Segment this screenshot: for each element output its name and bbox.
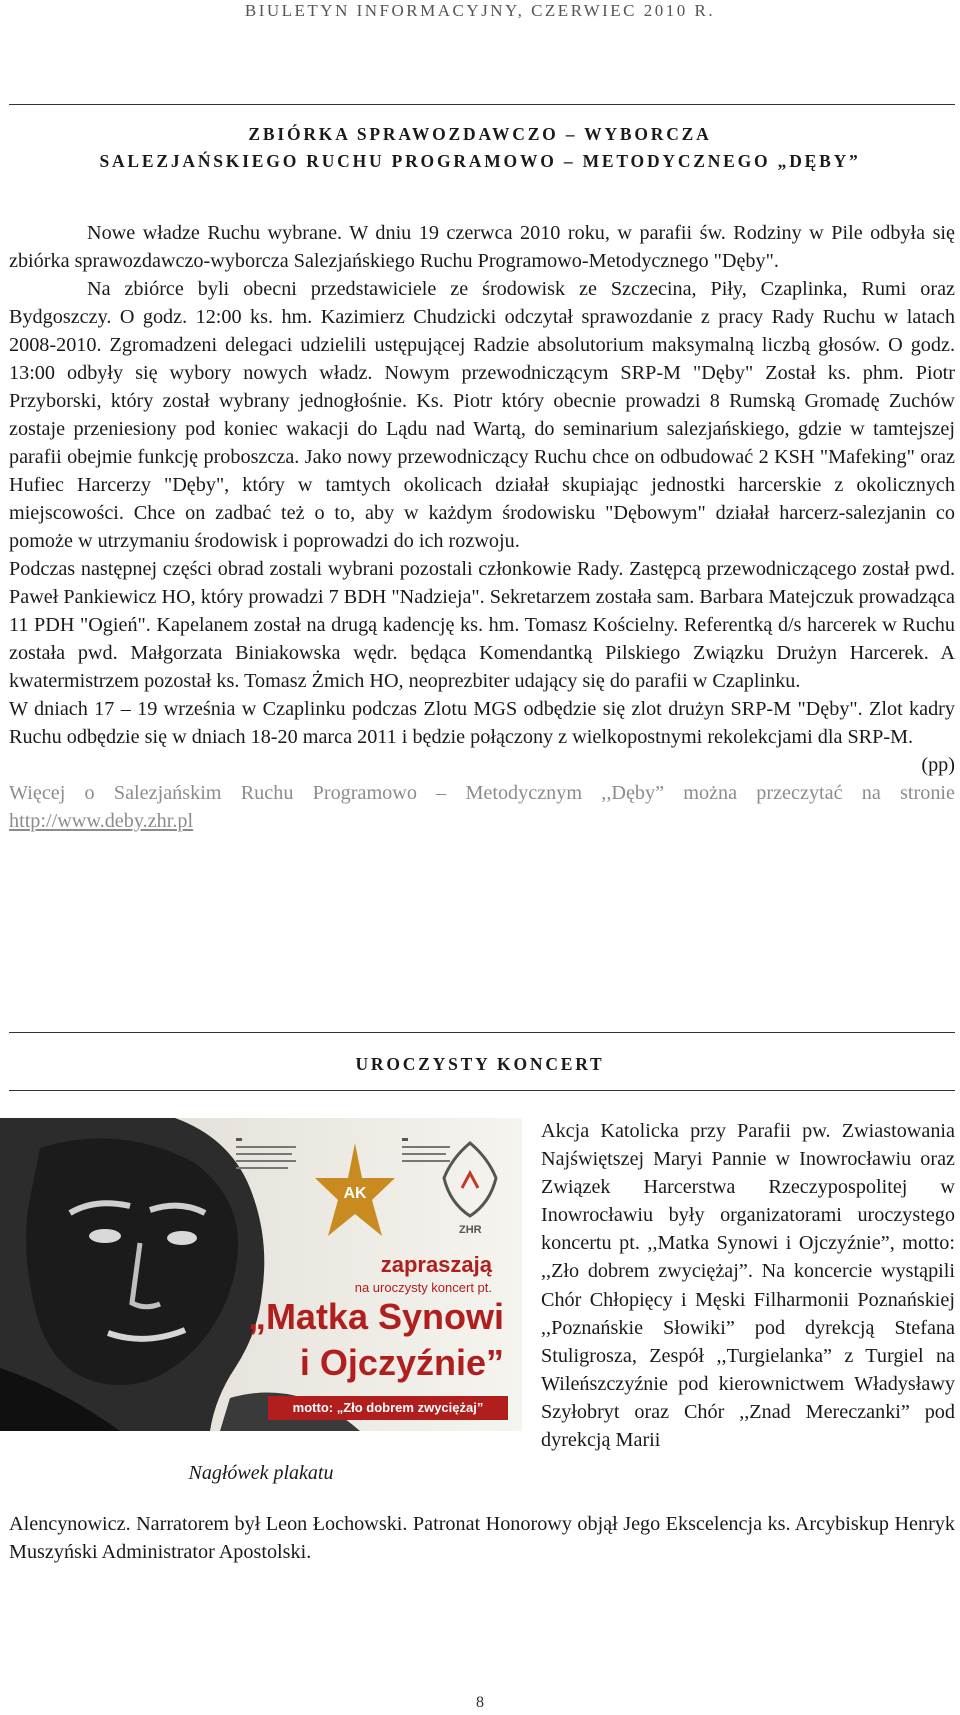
poster-invite-sub: na uroczysty koncert pt.	[354, 1280, 492, 1295]
section-divider	[9, 1032, 955, 1033]
article-paragraph: Nowe władze Ruchu wybrane. W dniu 19 czerwca 2010 roku, w parafii św. Rodziny w Pile odbyła się zbiórka sprawozdawczo-wyborcza Salezjańskiego Ruchu Programowo-Metodycznego "Dęby".	[9, 222, 955, 272]
running-header: BIULETYN INFORMACYJNY, CZERWIEC 2010 R.	[244, 1, 716, 20]
poster-caption: Nagłówek plakatu	[188, 1462, 334, 1484]
top-divider	[9, 104, 955, 105]
concert-poster	[0, 1118, 522, 1431]
author-signature: (pp)	[921, 754, 955, 776]
more-info-text: Więcej o Salezjańskim Ruchu Programowo – Metodycznym ,,Dęby” można przeczytać na stronie	[9, 782, 955, 804]
website-link[interactable]: http://www.deby.zhr.pl	[9, 810, 194, 832]
article-paragraph: Podczas następnej części obrad zostali wybrani pozostali członkowie Rady. Zastępcą przewodniczącego został pwd. Paweł Pankiewicz HO, który prowadzi 7 BDH "Nadzieja". Sekretarzem została sam. Barbara Matejczuk prowadząca 11 PDH "Ogień". Kapelanem został na drugą kadencję ks. hm. Tomasz Kościelny. Referentką d/s harcerek w Ruchu została pwd. Małgorzata Biniakowska wędr. będąca Komendantką Pilskiego Związku Drużyn Harcerek. A kwatermistrzem pozostał ks. Tomasz Żmich HO, neoprezbiter udający się do parafii w Czaplinku.	[9, 558, 955, 692]
poster-zhr-label: ZHR	[459, 1224, 482, 1236]
svg-text:AK: AK	[343, 1185, 367, 1202]
concert-text-continued: Alencynowicz. Narratorem był Leon Łochowski. Patronat Honorowy objął Jego Ekscelencja ks. Arcybiskup Henryk Muszyński Administrator Apostolski.	[9, 1513, 955, 1563]
more-info	[9, 779, 955, 835]
article-body	[9, 219, 955, 835]
article-title-line1: ZBIÓRKA SPRAWOZDAWCZO – WYBORCZA	[248, 124, 712, 144]
article-title-line2: SALEZJAŃSKIEGO RUCHU PROGRAMOWO – METODYCZNEGO „DĘBY”	[99, 151, 861, 171]
page-number: 8	[476, 1694, 484, 1711]
concert-text: Akcja Katolicka przy Parafii pw. Zwiastowania Najświętszej Maryi Pannie w Inowrocławiu oraz Związek Harcerstwa Rzeczypospolitej w Inowrocławiu były organizatorami uroczystego koncertu pt. ,,Matka Synowi i Ojczyźnie”, motto: ,,Zło dobrem zwyciężaj”. Na koncercie wystąpili Chór Chłopięcy i Męski Filharmonii Poznańskiej ,,Poznańskie Słowiki” pod dyrekcją Stefana Stuligrosza, Zespół ,,Turgielanka” z Turgiel na Wileńszczyźnie pod kierownictwem Władysławy Szyłobryt oraz Chór ,,Znad Mereczanki” pod dyrekcją Marii	[541, 1120, 955, 1452]
section-divider	[9, 1090, 955, 1091]
concert-title: UROCZYSTY KONCERT	[355, 1054, 605, 1074]
article-paragraph: W dniach 17 – 19 września w Czaplinku podczas Zlotu MGS odbędzie się zlot drużyn SRP-M "Dęby". Zlot kadry Ruchu odbędzie się w dniach 18-20 marca 2011 i będzie połączony z wielkopostnymi rekolekcjami dla SRP-M.	[9, 698, 955, 748]
poster-motto: motto: „Zło dobrem zwyciężaj”	[268, 1396, 508, 1420]
article-paragraph: Na zbiórce byli obecni przedstawiciele ze środowisk ze Szczecina, Piły, Czaplinka, Rumi oraz Bydgoszczy. O godz. 12:00 ks. hm. Kazimierz Chudzicki odczytał sprawozdanie z pracy Rady Ruchu w latach 2008-2010. Zgromadzeni delegaci udzielili ustępującej Radzie absolutorium maksymalną liczbą głosów. O godz. 13:00 odbyły się wybory nowych władz. Nowym przewodniczącym SRP-M "Dęby" Został ks. phm. Piotr Przyborski, który został wybrany jednogłośnie. Ks. Piotr który obecnie prowadzi 8 Rumską Gromadę Zuchów zostaje przeniesiony pod koniec wakacji do Lądu nad Wartą, do seminarium salezjańskiego, gdzie w tamtejszej parafii obejmie funkcję proboszcza. Jako nowy przewodniczący Ruchu chce on odbudować 2 KSH "Mafeking" oraz Hufiec Harcerzy "Dęby", który w tamtych okolicach działał skupiając jednostki harcerskie z okolicznych miejscowości. Chce on zadbać też o to, aby w każdym środowisku "Dębowym" działał harcerz-salezjanin co pomoże w utrzymaniu środowisk i poprowadzi do ich rozwoju.	[9, 278, 955, 552]
poster-title-line1: „Matka Synowi	[247, 1296, 504, 1337]
poster-title-line2: i Ojczyźnie”	[299, 1342, 504, 1383]
poster-invite: zapraszają	[380, 1252, 492, 1277]
